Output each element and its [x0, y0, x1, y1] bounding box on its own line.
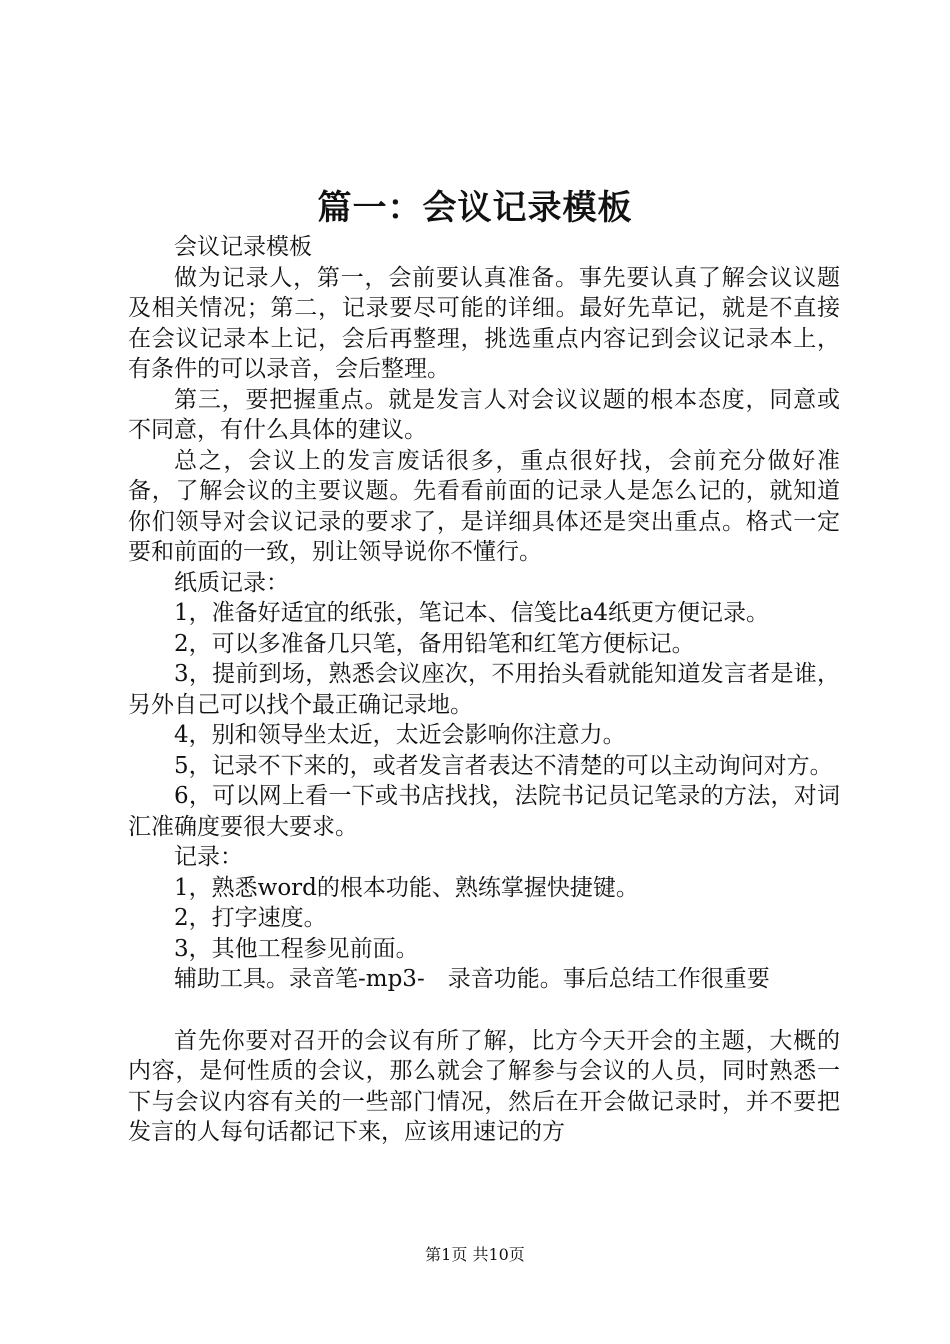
paragraph: 第三，要把握重点。就是发言人对会议议题的根本态度，同意或不同意，有什么具体的建议。: [128, 386, 840, 443]
paragraph: 3，其他工程参见前面。: [174, 935, 419, 962]
paragraph: 记录：: [174, 844, 243, 870]
paragraph: 1，熟悉word的根本功能、熟练掌握快捷键。: [174, 874, 639, 901]
paragraph: 首先你要对召开的会议有所了解，比方今天开会的主题，大概的内容，是何性质的会议，那么就会了解参与会议的人员，同时熟悉一下与会议内容有关的一些部门情况，然后在开会做记录时，并不要把发言的人每句话都记下来，应该用速记的方: [128, 1027, 840, 1145]
paragraph: 3，提前到场，熟悉会议座次，不用抬头看就能知道发言者是谁，另外自己可以找个最正确记录地。: [128, 661, 840, 718]
page-number-footer: 第1页 共10页: [425, 1245, 525, 1264]
paragraph: 1，准备好适宜的纸张，笔记本、信笺比a4纸更方便记录。: [174, 600, 769, 626]
paragraph: 总之，会议上的发言废话很多，重点很好找，会前充分做好准备，了解会议的主要议题。先看看前面的记录人是怎么记的，就知道你们领导对会议记录的要求了，是详细具体还是突出重点。格式一定要和前面的一致，别让领导说你不懂行。: [128, 447, 840, 565]
paragraph: 2，打字速度。: [174, 905, 327, 931]
paragraph: 5，记录不下来的，或者发言者表达不清楚的可以主动询问对方。: [174, 752, 833, 779]
paragraph: 2，可以多准备几只笔，备用铅笔和红笔方便标记。: [174, 630, 695, 657]
paragraph: 4，别和领导坐太近，太近会影响你注意力。: [174, 722, 626, 748]
paragraph: 会议记录模板: [174, 234, 312, 260]
document-title: 篇一：会议记录模板: [317, 188, 633, 228]
document-body: [128, 232, 840, 1148]
paragraph: 6，可以网上看一下或书店找找，法院书记员记笔录的方法，对词汇准确度要很大要求。: [128, 783, 840, 840]
paragraph: 做为记录人，第一，会前要认真准备。事先要认真了解会议议题及相关情况；第二，记录要尽可能的详细。最好先草记，就是不直接在会议记录本上记，会后再整理，挑选重点内容记到会议记录本上，有条件的可以录音，会后整理。: [128, 264, 840, 382]
paragraph: 辅助工具。录音笔-mp3- 录音功能。事后总结工作很重要: [174, 966, 770, 992]
paragraph: 纸质记录：: [174, 569, 289, 596]
